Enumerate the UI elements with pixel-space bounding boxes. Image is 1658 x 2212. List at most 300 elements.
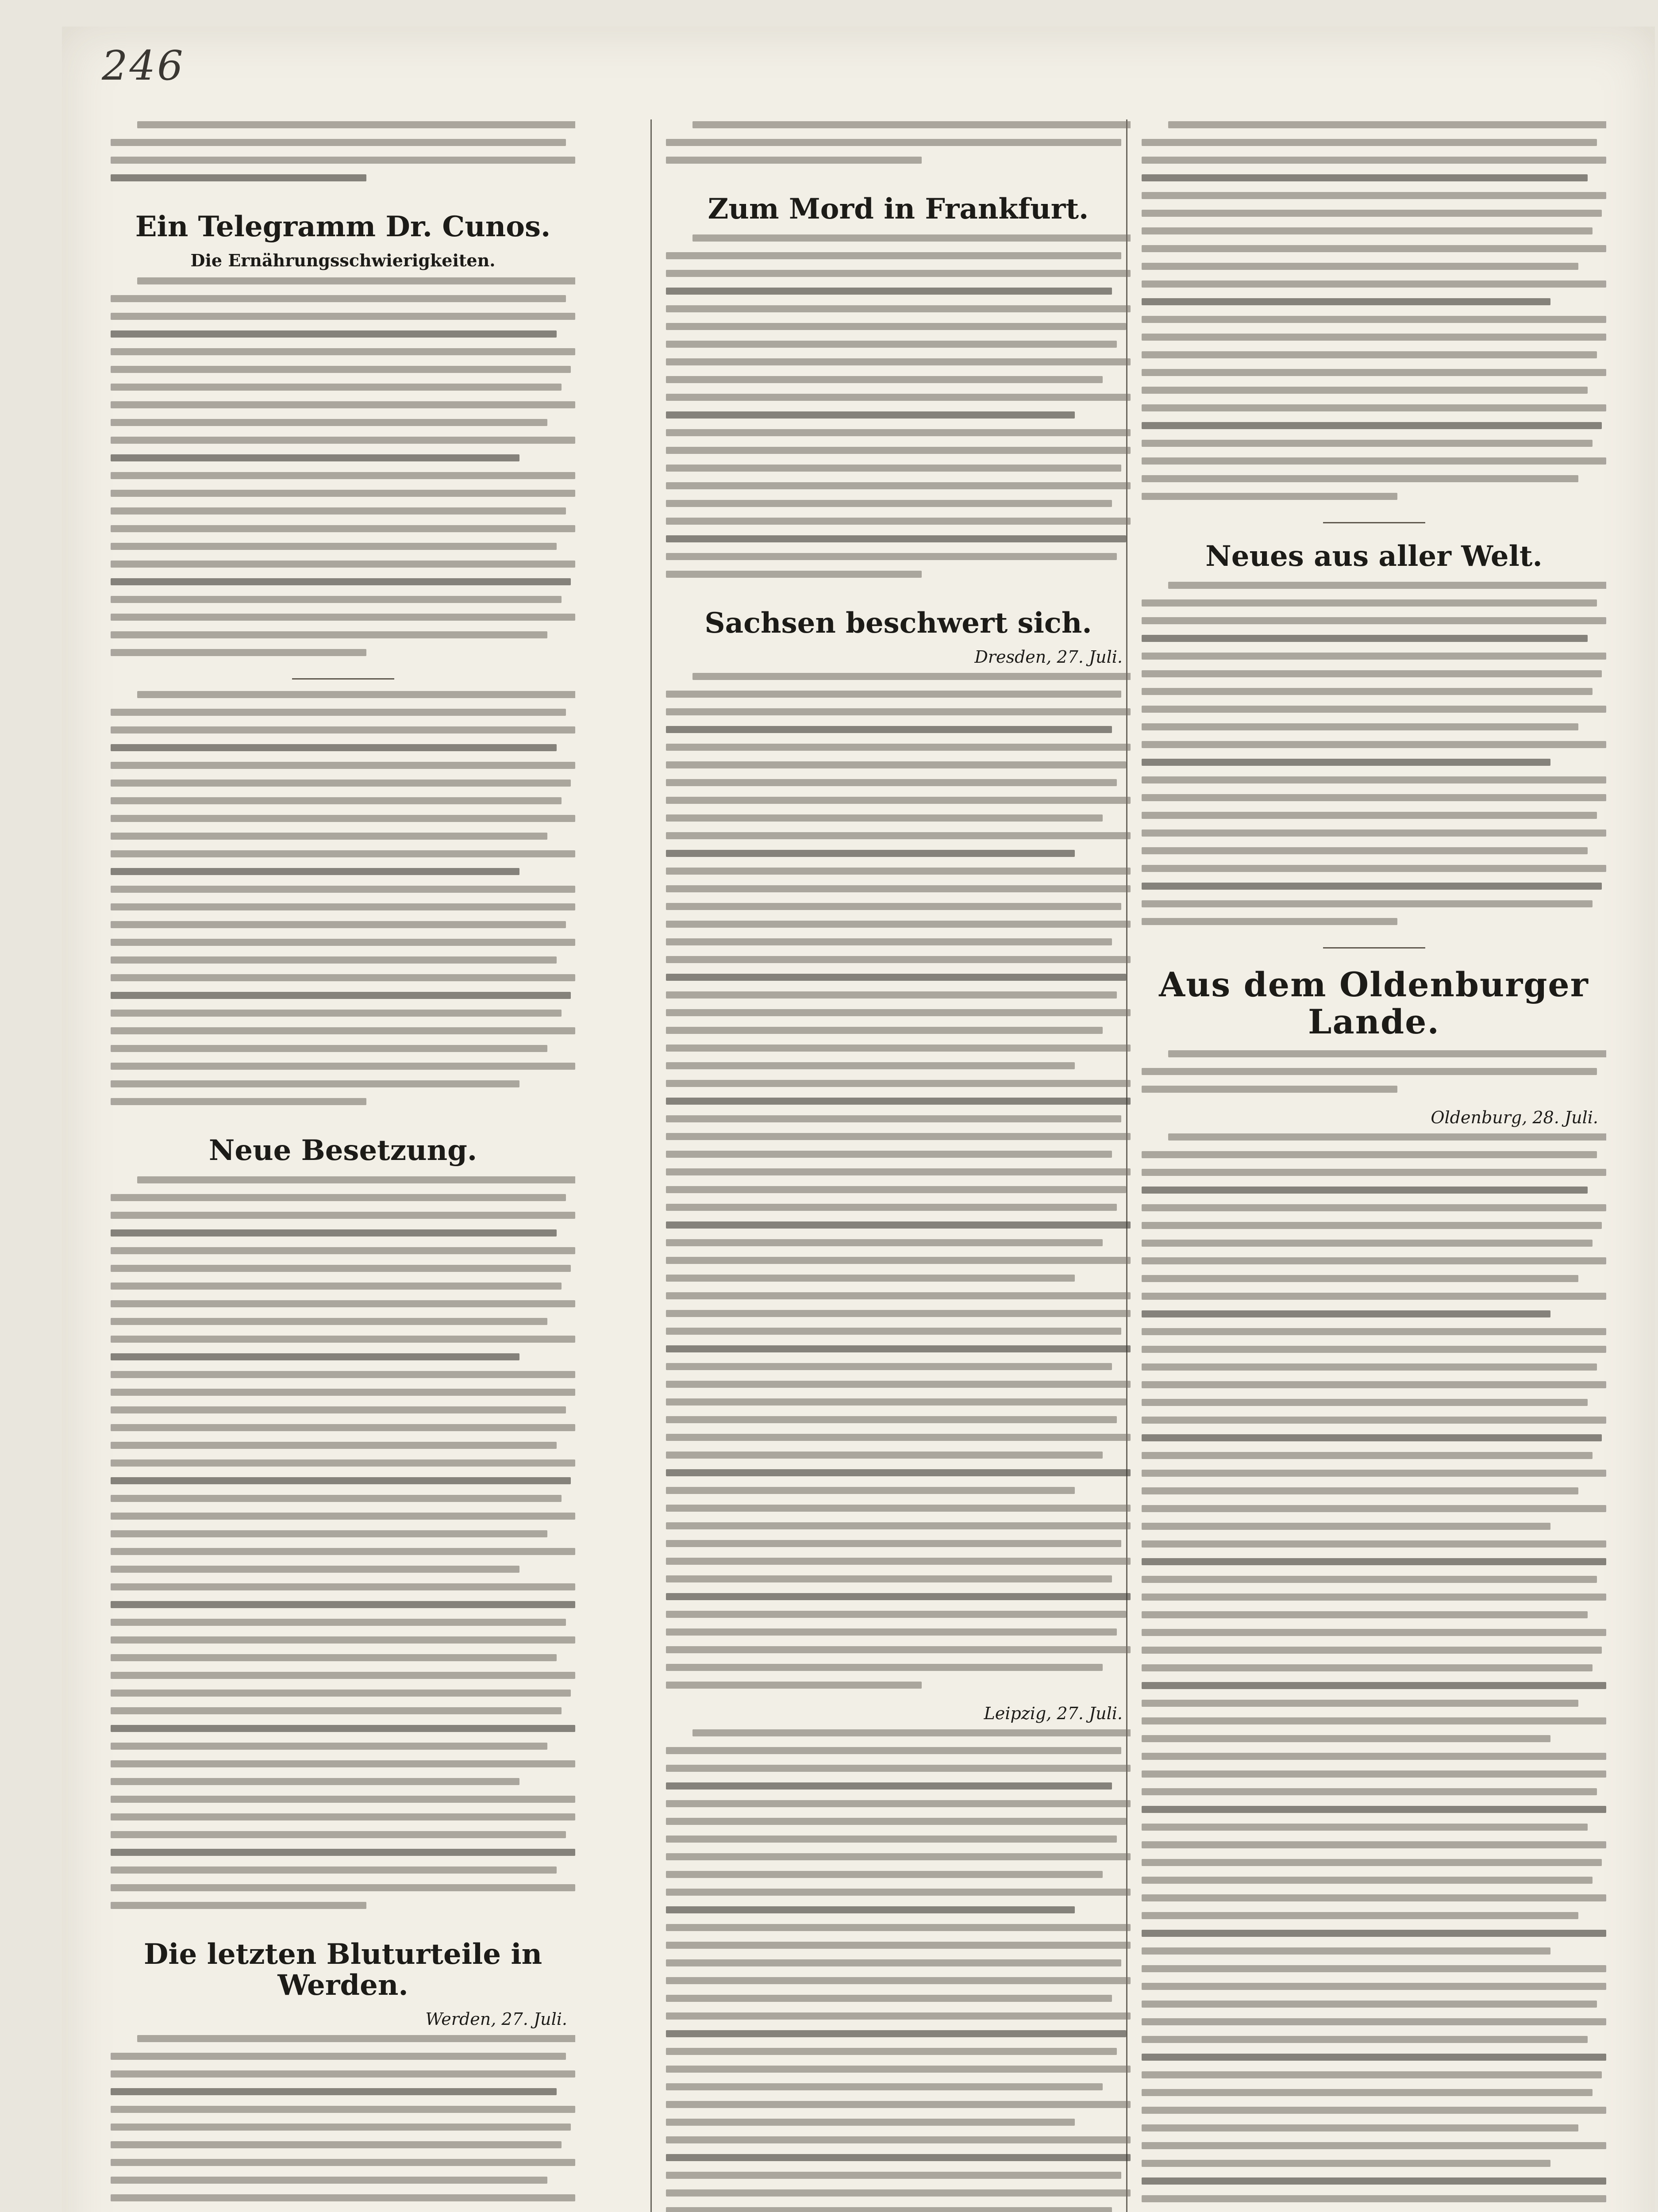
text-line: [111, 419, 547, 426]
text-line: [111, 614, 575, 621]
text-line: [1142, 1293, 1606, 1300]
text-line: [666, 1906, 1075, 1913]
text-line: [666, 2012, 1131, 2020]
text-line: [666, 726, 1112, 733]
text-line: [111, 649, 366, 656]
text-line: [666, 691, 1121, 698]
text-block: [111, 1175, 575, 1921]
text-line: [1142, 1859, 1602, 1866]
text-line: [666, 157, 922, 164]
text-line: [1142, 1841, 1606, 1848]
text-line: [111, 1530, 547, 1537]
text-line: [1142, 2054, 1606, 2061]
text-line: [666, 1611, 1126, 1618]
text-line: [1142, 369, 1606, 376]
text-line: [1142, 2107, 1606, 2114]
column-1: [111, 119, 575, 2212]
text-line: [666, 270, 1131, 277]
text-line: [111, 1353, 519, 1360]
text-line: [1142, 1540, 1606, 1548]
text-line: [111, 744, 557, 751]
text-line: [666, 394, 1131, 401]
text-line: [1142, 1257, 1606, 1264]
text-line: [666, 1747, 1121, 1754]
text-block: [666, 119, 1131, 176]
text-line: [666, 2066, 1131, 2073]
text-line: [111, 1707, 562, 1714]
text-line: [1142, 1930, 1606, 1937]
text-block: [666, 233, 1131, 590]
text-line: [666, 1469, 1131, 1476]
text-line: [137, 121, 575, 128]
text-line: [111, 1247, 575, 1254]
text-line: [666, 376, 1103, 383]
text-line: [692, 121, 1131, 128]
text-line: [1142, 210, 1602, 217]
text-line: [692, 234, 1131, 242]
text-line: [111, 1902, 366, 1909]
text-line: [111, 921, 566, 928]
text-line: [666, 974, 1126, 981]
text-line: [1142, 2142, 1606, 2149]
text-line: [1142, 245, 1606, 252]
separator: [292, 678, 394, 680]
text-line: [666, 1186, 1126, 1193]
text-line: [111, 2070, 575, 2078]
text-line: [666, 1345, 1131, 1352]
text-line: [666, 1889, 1131, 1896]
text-line: [666, 1487, 1075, 1494]
text-line: [111, 1725, 575, 1732]
text-line: [111, 1866, 557, 1874]
text-line: [666, 708, 1131, 715]
text-line: [666, 1239, 1103, 1246]
text-line: [1142, 865, 1606, 872]
text-line: [111, 726, 575, 733]
text-line: [1142, 157, 1606, 164]
text-line: [1142, 404, 1606, 411]
text-line: [1142, 759, 1550, 766]
text-line: [666, 535, 1126, 542]
text-line: [1142, 2089, 1593, 2096]
column-3: [1142, 119, 1606, 2212]
text-line: [1142, 635, 1588, 642]
text-line: [666, 1027, 1103, 1034]
text-line: [111, 992, 571, 999]
text-line: [111, 1654, 557, 1661]
text-line: [1142, 1505, 1606, 1512]
text-line: [111, 1796, 575, 1803]
text-line: [1142, 812, 1597, 819]
text-line: [666, 2048, 1117, 2055]
text-line: [111, 2194, 575, 2201]
text-line: [666, 956, 1131, 963]
text-line: [1142, 493, 1397, 500]
text-line: [666, 1115, 1121, 1122]
text-line: [111, 1495, 562, 1502]
text-line: [666, 1628, 1117, 1636]
text-line: [692, 673, 1131, 680]
text-line: [137, 2035, 575, 2042]
text-line: [111, 437, 575, 444]
text-line: [111, 1813, 575, 1820]
text-line: [111, 543, 557, 550]
text-line: [1142, 1629, 1606, 1636]
text-line: [111, 1027, 575, 1034]
text-line: [1142, 1399, 1588, 1406]
text-line: [111, 1283, 562, 1290]
text-line: [1142, 599, 1597, 607]
text-line: [1142, 280, 1606, 288]
text-line: [111, 1636, 575, 1644]
text-line: [1142, 776, 1606, 783]
dateline: Leipzig, 27. Juli.: [984, 1703, 1123, 1723]
text-line: [666, 1133, 1131, 1140]
text-line: [111, 1619, 566, 1626]
text-line: [666, 1505, 1131, 1512]
text-line: [111, 384, 562, 391]
text-line: [666, 744, 1131, 751]
text-line: [1142, 1735, 1550, 1742]
text-line: [666, 1381, 1131, 1388]
text-line: [111, 797, 562, 804]
text-line: [666, 571, 922, 578]
text-line: [111, 1477, 571, 1484]
text-line: [1142, 1877, 1593, 1884]
text-line: [666, 1959, 1121, 1966]
text-line: [1142, 1594, 1606, 1601]
text-line: [111, 1265, 571, 1272]
text-line: [666, 1942, 1131, 1949]
text-line: [1168, 582, 1606, 589]
text-line: [111, 2106, 575, 2113]
text-line: [666, 1977, 1131, 1984]
text-line: [1142, 1682, 1606, 1689]
text-line: [1142, 1151, 1597, 1158]
text-line: [1142, 1770, 1606, 1778]
text-line: [1142, 387, 1588, 394]
text-line: [111, 868, 519, 875]
text-block: [111, 2033, 575, 2212]
text-line: [111, 631, 547, 638]
text-line: [1168, 1050, 1606, 1057]
text-line: [666, 797, 1131, 804]
text-line: [111, 2141, 562, 2148]
text-line: [111, 1194, 566, 1201]
text-line: [1142, 457, 1606, 465]
text-line: [137, 1176, 575, 1183]
text-line: [666, 1275, 1075, 1282]
text-line: [1142, 688, 1593, 695]
text-line: [1142, 316, 1606, 323]
dateline: Werden, 27. Juli.: [425, 2009, 567, 2029]
text-line: [1142, 1700, 1578, 1707]
text-line: [1142, 1222, 1602, 1229]
text-line: [111, 1389, 575, 1396]
text-block: [1142, 1132, 1606, 2212]
text-line: [666, 358, 1131, 365]
text-line: [1142, 1187, 1588, 1194]
text-line: [111, 850, 575, 857]
text-line: [111, 1743, 547, 1750]
text-line: [666, 1292, 1131, 1299]
text-line: [666, 1995, 1112, 2002]
text-line: [666, 832, 1131, 839]
page-number: 246: [102, 42, 185, 89]
text-line: [111, 2177, 547, 2184]
text-line: [666, 938, 1112, 945]
text-line: [666, 1221, 1131, 1229]
text-line: [137, 277, 575, 284]
text-line: [111, 490, 575, 497]
text-block: [1142, 119, 1606, 512]
text-line: [1142, 900, 1593, 907]
text-line: [1142, 794, 1606, 801]
text-line: [111, 1406, 566, 1413]
text-line: [666, 2154, 1131, 2161]
text-line: [111, 157, 575, 164]
text-line: [111, 1778, 519, 1785]
text-line: [111, 762, 575, 769]
text-line: [1142, 653, 1606, 660]
text-block: [111, 689, 575, 1118]
text-line: [111, 1459, 575, 1467]
text-block: [1142, 1048, 1606, 1105]
text-line: [666, 814, 1103, 822]
text-line: [111, 1063, 575, 1070]
text-block: [1142, 580, 1606, 937]
text-line: [111, 1098, 366, 1105]
text-line: [666, 1098, 1131, 1105]
text-line: [666, 305, 1131, 312]
text-line: [1142, 351, 1597, 358]
text-line: [666, 2136, 1131, 2143]
text-line: [111, 939, 575, 946]
text-line: [666, 323, 1126, 330]
text-line: [666, 1765, 1131, 1772]
text-line: [666, 518, 1131, 525]
column-2: [666, 119, 1131, 2212]
text-line: [111, 313, 575, 320]
text-line: [666, 1452, 1103, 1459]
text-line: [1168, 1133, 1606, 1141]
text-line: [1142, 174, 1588, 181]
text-line: [1142, 1204, 1606, 1211]
text-line: [666, 2207, 1112, 2212]
text-line: [111, 1212, 575, 1219]
text-line: [111, 1045, 547, 1052]
text-line: [666, 1151, 1112, 1158]
text-line: [666, 2101, 1131, 2108]
text-line: [1142, 670, 1602, 677]
text-line: [111, 578, 571, 585]
text-line: [111, 1336, 575, 1343]
text-line: [1168, 121, 1606, 128]
text-line: [666, 1009, 1131, 1016]
text-line: [666, 885, 1131, 892]
text-line: [666, 553, 1117, 560]
text-line: [111, 974, 575, 981]
text-line: [666, 1782, 1112, 1790]
text-line: [1142, 1965, 1606, 1972]
text-line: [111, 886, 575, 893]
text-line: [111, 295, 566, 302]
text-block: [666, 1728, 1131, 2212]
text-line: [1142, 2001, 1597, 2008]
text-line: [1142, 2177, 1606, 2185]
text-line: [666, 850, 1075, 857]
text-line: [666, 1836, 1117, 1843]
text-line: [1142, 1346, 1606, 1353]
headline: Neue Besetzung.: [208, 1134, 477, 1167]
text-line: [666, 1853, 1131, 1860]
text-line: [666, 1575, 1112, 1582]
text-block: [111, 276, 575, 668]
text-line: [666, 1204, 1117, 1211]
text-line: [1142, 422, 1602, 429]
text-line: [666, 1522, 1131, 1529]
text-line: [666, 1416, 1117, 1423]
text-line: [111, 1849, 575, 1856]
text-line: [666, 1593, 1131, 1600]
text-line: [1142, 139, 1597, 146]
text-line: [111, 1548, 575, 1555]
text-line: [1142, 2160, 1550, 2167]
text-line: [1142, 1824, 1588, 1831]
text-line: [1142, 2071, 1602, 2078]
text-line: [111, 401, 575, 408]
text-line: [1142, 1434, 1602, 1441]
text-line: [1142, 263, 1578, 270]
text-line: [1142, 1169, 1606, 1176]
text-line: [666, 2189, 1131, 2197]
text-line: [1142, 1912, 1578, 1919]
text-line: [1142, 1086, 1397, 1093]
text-line: [1142, 2036, 1588, 2043]
text-line: [1142, 1947, 1550, 1955]
text-line: [111, 174, 366, 181]
text-line: [1142, 1240, 1593, 1247]
text-line: [666, 761, 1126, 768]
text-line: [1142, 1647, 1602, 1654]
text-line: [111, 709, 566, 716]
text-line: [666, 2119, 1075, 2126]
text-line: [666, 288, 1112, 295]
text-line: [1142, 475, 1578, 482]
separator: [1323, 522, 1425, 523]
text-line: [1142, 1611, 1588, 1618]
text-line: [111, 2159, 575, 2166]
text-line: [1142, 1310, 1550, 1317]
text-line: [1142, 883, 1602, 890]
text-line: [692, 1729, 1131, 1736]
text-line: [111, 330, 557, 338]
text-line: [111, 1424, 575, 1431]
text-line: [111, 1583, 575, 1590]
text-line: [666, 1682, 922, 1689]
text-line: [111, 596, 562, 603]
text-line: [666, 465, 1121, 472]
text-line: [666, 447, 1131, 454]
text-line: [666, 1062, 1075, 1069]
text-line: [666, 1924, 1131, 1931]
text-line: [666, 1540, 1121, 1547]
headline: Ein Telegramm Dr. Cunos.: [135, 210, 551, 243]
headline: Neues aus aller Welt.: [1205, 540, 1543, 573]
text-line: [1142, 2195, 1606, 2202]
text-line: [666, 1434, 1131, 1441]
text-line: [111, 833, 547, 840]
text-line: [1142, 1753, 1606, 1760]
text-line: [111, 1513, 575, 1520]
text-line: [1142, 1523, 1550, 1530]
text-line: [1142, 1788, 1597, 1795]
text-line: [666, 921, 1131, 928]
text-line: [666, 1168, 1131, 1175]
text-line: [1142, 918, 1397, 925]
text-line: [1142, 847, 1588, 854]
text-line: [137, 691, 575, 698]
text-line: [666, 1818, 1126, 1825]
text-line: [111, 1371, 575, 1378]
text-line: [666, 868, 1131, 875]
text-line: [111, 1300, 575, 1307]
text-line: [1142, 1328, 1606, 1335]
text-line: [1142, 227, 1593, 234]
text-line: [1142, 1275, 1578, 1282]
text-line: [111, 1010, 562, 1017]
column-rule: [650, 119, 652, 2212]
text-line: [1142, 1470, 1606, 1477]
text-line: [111, 1831, 566, 1838]
text-line: [666, 1398, 1126, 1406]
text-line: [111, 1884, 575, 1891]
text-line: [111, 472, 575, 479]
text-line: [1142, 723, 1578, 730]
text-line: [666, 1257, 1131, 1264]
text-line: [111, 1318, 547, 1325]
text-line: [666, 1800, 1131, 1807]
text-line: [666, 1558, 1131, 1565]
text-line: [666, 2172, 1121, 2179]
text-line: [111, 1672, 575, 1679]
text-line: [1142, 1363, 1597, 1371]
text-line: [111, 1760, 575, 1767]
text-line: [1142, 1894, 1606, 1901]
text-line: [1142, 1983, 1606, 1990]
text-line: [111, 1080, 519, 1087]
dateline: Oldenburg, 28. Juli.: [1431, 1107, 1598, 1127]
text-line: [1142, 1452, 1593, 1459]
text-line: [666, 1080, 1131, 1087]
text-line: [666, 1045, 1131, 1052]
headline: Sachsen beschwert sich.: [704, 607, 1092, 640]
text-line: [666, 139, 1121, 146]
text-line: [666, 1310, 1131, 1317]
text-line: [111, 348, 575, 355]
text-line: [1142, 741, 1606, 748]
text-line: [111, 1690, 571, 1697]
text-line: [111, 139, 566, 146]
text-line: [111, 2124, 571, 2131]
text-line: [666, 1646, 1131, 1653]
headline: Aus dem Oldenburger Lande.: [1159, 965, 1589, 1041]
text-line: [666, 2030, 1126, 2037]
text-block: [111, 119, 575, 194]
text-line: [666, 482, 1131, 489]
headline: Zum Mord in Frankfurt.: [708, 192, 1089, 226]
text-line: [1142, 1806, 1606, 1813]
